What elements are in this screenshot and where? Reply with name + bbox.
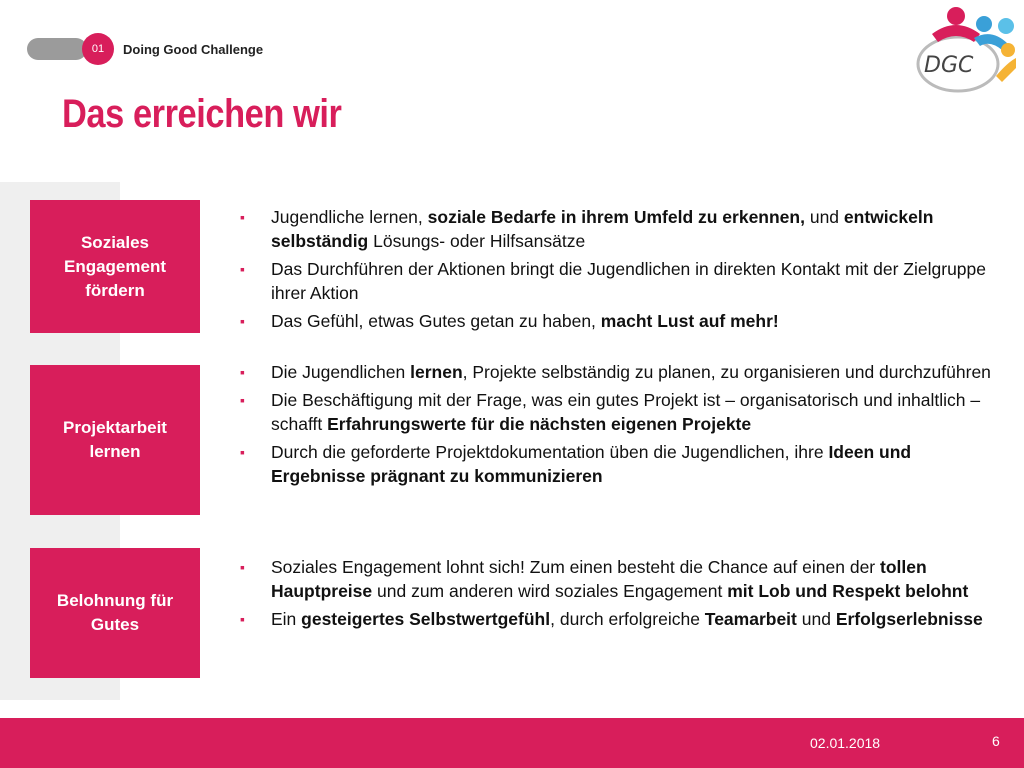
footer-date: 02.01.2018 <box>810 735 881 751</box>
bullet-item: ▪ Das Gefühl, etwas Gutes getan zu haben, macht Lust auf mehr! <box>240 309 1000 333</box>
bullet-item: ▪ Durch die geforderte Projektdokumentation üben die Jugendlichen, ihre Ideen und Ergebnisse prägnant zu kommunizieren <box>240 440 1000 488</box>
bullet-item: ▪ Die Jugendlichen lernen, Projekte selbständig zu planen, zu organisieren und durchzuführen <box>240 360 1000 384</box>
bullet-list-project-work <box>240 360 1000 492</box>
bullet-list-social-engagement <box>240 205 1000 337</box>
page-number: 6 <box>992 733 1000 749</box>
category-box-reward <box>30 548 200 678</box>
dgc-logo <box>912 4 1020 96</box>
bullet-item: ▪ Die Beschäftigung mit der Frage, was ein gutes Projekt ist – organisatorisch und inhaltlich – schafft Erfahrungswerte für die nächsten eigenen Projekte <box>240 388 1000 436</box>
bullet-item: ▪ Jugendliche lernen, soziale Bedarfe in ihrem Umfeld zu erkennen, und entwickeln selbständig Lösungs- oder Hilfsansätze <box>240 205 1000 253</box>
section-number: 01 <box>91 43 105 55</box>
bullet-list-reward <box>240 555 1000 635</box>
logo-text: DGC <box>924 53 974 78</box>
section-indicator-pill <box>27 38 87 60</box>
category-label: Belohnung für Gutes <box>56 591 174 634</box>
category-label: Soziales Engagement fördern <box>63 232 167 300</box>
bullet-item: ▪ Soziales Engagement lohnt sich! Zum einen besteht die Chance auf einen der tollen Hauptpreise und zum anderen wird soziales Engagement mit Lob und Respekt belohnt <box>240 555 1000 603</box>
bullet-item: ▪ Das Durchführen der Aktionen bringt die Jugendlichen in direkten Kontakt mit der Zielgruppe ihrer Aktion <box>240 257 1000 305</box>
section-number-badge <box>82 33 114 65</box>
category-box-social-engagement <box>30 200 200 333</box>
page-title: Das erreichen wir <box>62 92 342 136</box>
section-label: Doing Good Challenge <box>123 42 264 57</box>
category-label: Projektarbeit lernen <box>63 418 167 461</box>
bullet-item: ▪ Ein gesteigertes Selbstwertgefühl, durch erfolgreiche Teamarbeit und Erfolgserlebnisse <box>240 607 1000 631</box>
category-box-project-work <box>30 365 200 515</box>
